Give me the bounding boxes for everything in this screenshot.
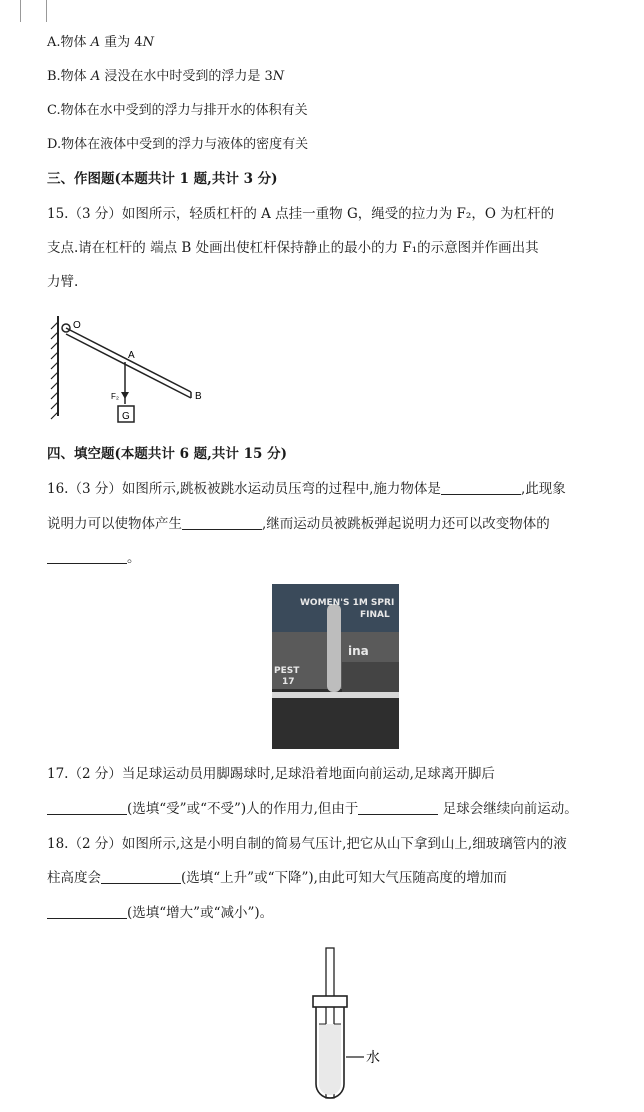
answer-blank[interactable] (101, 869, 181, 884)
answer-blank[interactable] (441, 480, 521, 495)
photo-logo-text: ina (348, 644, 369, 658)
page-corner-mark (46, 0, 47, 22)
answer-blank[interactable] (358, 800, 438, 815)
option-d: D.物体在液体中受到的浮力与液体的密度有关 (47, 137, 309, 152)
page-corner-mark (20, 0, 21, 22)
lever-label-g: G (122, 411, 130, 422)
answer-blank[interactable] (47, 904, 127, 919)
lever-label-a: A (128, 350, 135, 361)
question-17-line-2: (选填“受”或“不受”)人的作用力,但由于 足球会继续向前运动。 (47, 799, 578, 819)
question-18-line-1: 18.（2 分）如图所示,这是小明自制的简易气压计,把它从山下拿到山上,细玻璃管内的液 (47, 836, 567, 852)
question-15-line-3: 力臂. (47, 274, 79, 290)
barometer-diagram (300, 944, 400, 1104)
question-15-line-2: 支点.请在杠杆的 端点 B 处画出使杠杆保持静止的最小的力 F₁的示意图并作画出其 (47, 240, 539, 256)
question-16-line-3: 。 (47, 548, 141, 568)
lever-label-b: B (195, 391, 202, 402)
answer-blank[interactable] (47, 549, 127, 564)
question-16-line-2: 说明力可以使物体产生 ,继而运动员被跳板弹起说明力还可以改变物体的 (47, 516, 550, 532)
lever-label-f2: F₂ (111, 392, 119, 401)
question-16-line-1: 16.（3 分）如图所示,跳板被跳水运动员压弯的过程中,施力物体是 ,此现象 (47, 481, 566, 497)
option-a: A.物体 A 重为 4N (47, 35, 154, 50)
diving-photo (272, 584, 399, 749)
lever-label-o: O (73, 320, 81, 331)
photo-side-text: PEST (274, 666, 300, 676)
option-b: B.物体 A 浸没在水中时受到的浮力是 3N (47, 69, 285, 84)
answer-blank[interactable] (47, 800, 127, 815)
photo-banner-text: FINAL (360, 610, 390, 620)
answer-blank[interactable] (182, 515, 262, 530)
question-18-line-3: (选填“增大”或“减小”)。 (47, 903, 273, 923)
question-17-line-1: 17.（2 分）当足球运动员用脚踢球时,足球沿着地面向前运动,足球离开脚后 (47, 766, 495, 782)
lever-diagram (48, 308, 208, 430)
section-4-heading: 四、填空题(本题共计 6 题,共计 15 分) (47, 446, 287, 462)
section-3-heading: 三、作图题(本题共计 1 题,共计 3 分) (47, 171, 278, 187)
photo-banner-text: WOMEN'S 1M SPRI (300, 598, 395, 608)
question-15-line-1: 15.（3 分）如图所示，轻质杠杆的 A 点挂一重物 G，绳受的拉力为 F₂，O 为杠杆的 (47, 206, 555, 222)
question-18-line-2: 柱高度会 (选填“上升”或“下降”),由此可知大气压随高度的增加而 (47, 870, 507, 886)
barometer-water-label: 水 (366, 1050, 380, 1066)
photo-side-text: 17 (282, 677, 295, 687)
option-c: C.物体在水中受到的浮力与排开水的体积有关 (47, 103, 308, 118)
